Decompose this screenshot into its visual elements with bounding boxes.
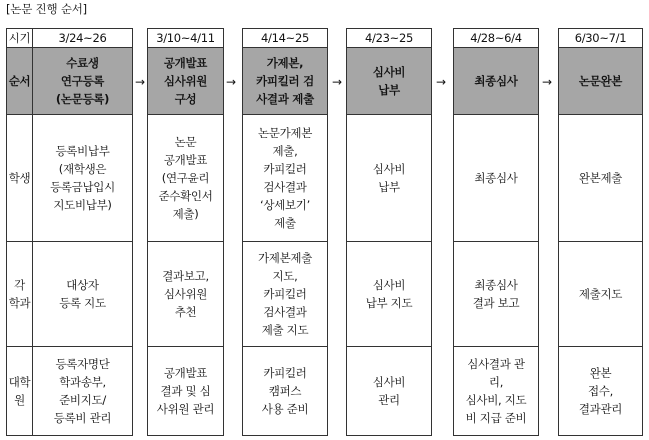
dept-cell-3: 가제본제출 지도, 카피킬러 검사결과 제출 지도 xyxy=(242,241,328,347)
arrow-2: → xyxy=(225,75,237,89)
row-label-dept: 각 학과 xyxy=(6,241,33,347)
stage-cell-2: 공개발표 심사위원 구성 xyxy=(147,47,224,115)
period-cell-2: 3/10~4/11 xyxy=(147,28,224,48)
arrow-3: → xyxy=(331,75,343,89)
student-cell-2: 논문 공개발표 (연구윤리 준수확인서 제출) xyxy=(147,114,224,242)
period-cell-1: 3/24~26 xyxy=(32,28,133,48)
grad-cell-2: 공개발표 결과 및 심 사위원 관리 xyxy=(147,346,224,436)
stage-cell-1: 수료생 연구등록 (논문등록) xyxy=(32,47,133,115)
row-label-grad: 대학 원 xyxy=(6,346,33,436)
row-label-student: 학생 xyxy=(6,114,33,242)
stage-cell-4: 심사비 납부 xyxy=(346,47,432,115)
row-label-period: 시기 xyxy=(6,28,33,48)
period-cell-4: 4/23~25 xyxy=(346,28,432,48)
grad-cell-6: 완본 접수, 결과관리 xyxy=(558,346,643,436)
table-caption: [논문 진행 순서] xyxy=(6,2,87,16)
student-cell-5: 최종심사 xyxy=(453,114,539,242)
arrow-1: → xyxy=(134,75,146,89)
student-cell-4: 심사비 납부 xyxy=(346,114,432,242)
arrow-5: → xyxy=(541,75,553,89)
period-cell-3: 4/14~25 xyxy=(242,28,328,48)
dept-cell-4: 심사비 납부 지도 xyxy=(346,241,432,347)
period-cell-5: 4/28~6/4 xyxy=(453,28,539,48)
student-cell-1: 등록비납부 (재학생은 등록금납입시 지도비납부) xyxy=(32,114,133,242)
grad-cell-5: 심사결과 관 리, 심사비, 지도 비 지급 준비 xyxy=(453,346,539,436)
row-label-order: 순서 xyxy=(6,47,33,115)
grad-cell-3: 카피킬러 캠퍼스 사용 준비 xyxy=(242,346,328,436)
student-cell-6: 완본제출 xyxy=(558,114,643,242)
student-cell-3: 논문가제본 제출, 카피킬러 검사결과 ‘상세보기’ 제출 xyxy=(242,114,328,242)
period-cell-6: 6/30~7/1 xyxy=(558,28,643,48)
stage-cell-3: 가제본, 카피킬러 검 사결과 제출 xyxy=(242,47,328,115)
dept-cell-6: 제출지도 xyxy=(558,241,643,347)
dept-cell-2: 결과보고, 심사위원 추천 xyxy=(147,241,224,347)
dept-cell-5: 최종심사 결과 보고 xyxy=(453,241,539,347)
grad-cell-4: 심사비 관리 xyxy=(346,346,432,436)
dept-cell-1: 대상자 등록 지도 xyxy=(32,241,133,347)
grad-cell-1: 등록자명단 학과송부, 준비지도/ 등록비 관리 xyxy=(32,346,133,436)
arrow-4: → xyxy=(435,75,447,89)
stage-cell-6: 논문완본 xyxy=(558,47,643,115)
stage-cell-5: 최종심사 xyxy=(453,47,539,115)
